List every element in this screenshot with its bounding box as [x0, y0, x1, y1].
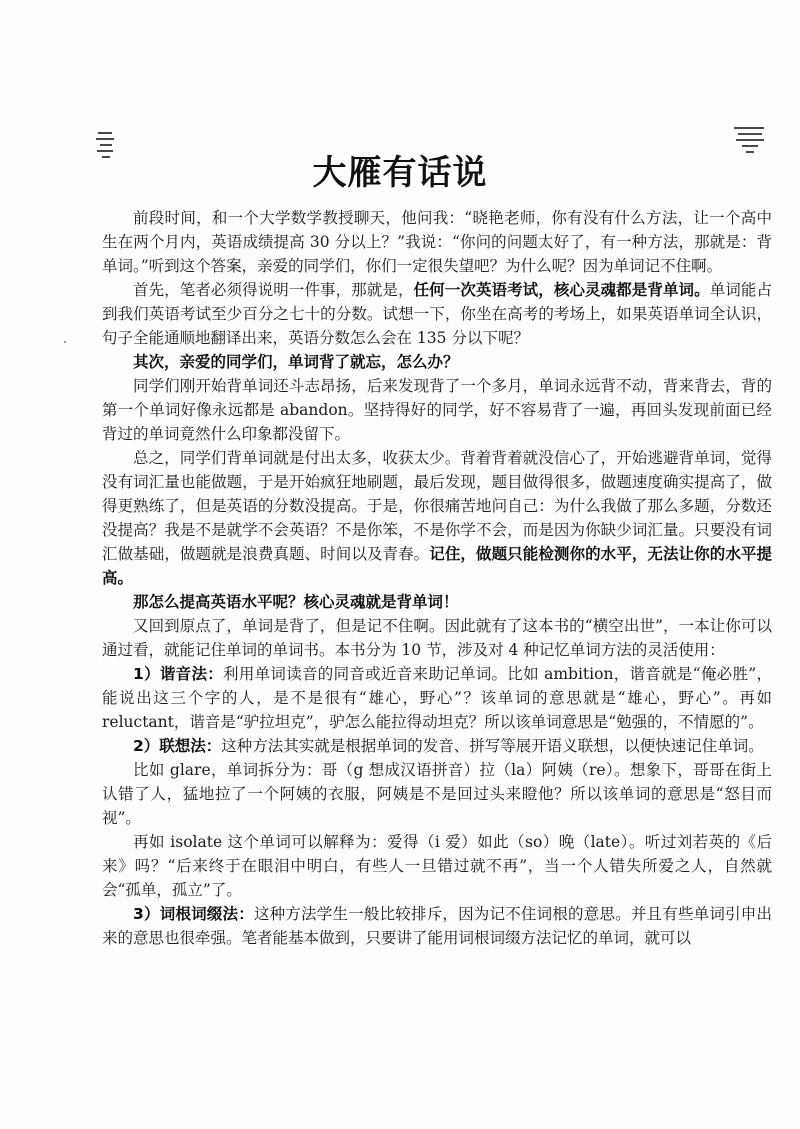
- paragraph: [102, 734, 772, 758]
- text-run: 比如 glare，单词拆分为：哥（g 想成汉语拼音）拉（la）阿姨（re）。想象下，哥哥在街上认错了人，猛地拉了一个阿姨的衣服，阿姨是不是回过头来瞪他？所以该单词的意思是“怒目而视”。: [102, 761, 772, 827]
- paragraph: [102, 206, 772, 278]
- bold-text: 记住，做题只能检测你的水平，无法让你的水平提高。: [102, 545, 772, 587]
- page-title: 大雁有话说: [312, 152, 488, 193]
- paragraph: [102, 590, 772, 614]
- text-run: 同学们刚开始背单词还斗志昂扬，后来发现背了一个多月，单词永远背不动，背来背去，背的第一个单词好像永远都是 abandon。坚持得好的同学，好不容易背了一遍，再回头发现前面已经背过的单词竟然什么印象都没留下。: [102, 377, 772, 443]
- text-run: 单词能占到我们英语考试至少百分之七十的分数。试想一下，你坐在高考的考场上，如果英语单词全认识，句子全能通顺地翻译出来，英语分数怎么会在 135 分以下呢？: [102, 281, 772, 347]
- paragraph: [102, 902, 772, 950]
- bold-text: 3）词根词缀法：: [133, 905, 254, 923]
- paragraph: [102, 662, 772, 734]
- paragraph: [102, 350, 772, 374]
- text-run: 首先，笔者必须得说明一件事，那就是，: [133, 281, 414, 299]
- scan-speck: [64, 341, 66, 343]
- text-run: 这种方法其实就是根据单词的发音、拼写等展开语义联想，以便快速记住单词。: [221, 737, 764, 755]
- paragraph: [102, 446, 772, 590]
- paragraph: [102, 614, 772, 662]
- text-run: 又回到原点了，单词是背了，但是记不住啊。因此就有了这本书的“横空出世”，一本让你可以通过看，就能记住单词的单词书。本书分为 10 节，涉及对 4 种记忆单词方法的灵活使用：: [102, 617, 772, 659]
- body-text: [102, 206, 772, 950]
- paragraph: [102, 758, 772, 830]
- text-run: 总之，同学们背单词就是付出太多，收获太少。背着背着就没信心了，开始逃避背单词，觉得没有词汇量也能做题，于是开始疯狂地刷题，最后发现，题目做得很多，做题速度确实提高了，做得更熟练了，但是英语的分数没提高。于是，你很痛苦地问自己：为什么我做了那么多题，分数还没提高？我是不是就学不会英语？不是你笨，不是你学不会，而是因为你缺少词汇量。只要没有词汇做基础，做题就是浪费真题、时间以及青春。: [102, 449, 772, 563]
- text-run: 再如 isolate 这个单词可以解释为：爱得（i 爱）如此（so）晚（late）。听过刘若英的《后来》吗？“后来终于在眼泪中明白，有些人一旦错过就不再”，当一个人错失所爱之人，自然就会“孤单，孤立”了。: [102, 833, 772, 899]
- paragraph: [102, 374, 772, 446]
- bold-text: 2）联想法：: [133, 737, 222, 755]
- text-run: 利用单词读音的同音或近音来助记单词。比如 ambition，谐音就是“俺必胜”，能说出这三个字的人，是不是很有“雄心，野心”？该单词的意思就是“雄心，野心”。再如 reluctant，谐音是“驴拉坦克”，驴怎么能拉得动坦克？所以该单词意思是“勉强的，不情愿的”。: [102, 665, 772, 731]
- bold-text: 1）谐音法：: [133, 665, 224, 683]
- paragraph: [102, 830, 772, 902]
- bold-text: 任何一次英语考试，核心灵魂都是背单词。: [413, 281, 710, 299]
- text-run: 前段时间，和一个大学数学教授聊天，他问我：“晓艳老师，你有没有什么方法，让一个高中生在两个月内，英语成绩提高 30 分以上？”我说：“你问的问题太好了，有一种方法，那就是：背单词。”听到这个答案，亲爱的同学们，你们一定很失望吧？为什么呢？因为单词记不住啊。: [102, 209, 772, 275]
- text-run: 这种方法学生一般比较排斥，因为记不住词根的意思。并且有些单词引申出来的意思也很牵强。笔者能基本做到，只要讲了能用词根词缀方法记忆的单词，就可以: [102, 905, 772, 947]
- bold-text: 其次，亲爱的同学们，单词背了就忘，怎么办？: [133, 353, 459, 371]
- bold-text: 那怎么提高英语水平呢？核心灵魂就是背单词！: [133, 593, 459, 611]
- paragraph: [102, 278, 772, 350]
